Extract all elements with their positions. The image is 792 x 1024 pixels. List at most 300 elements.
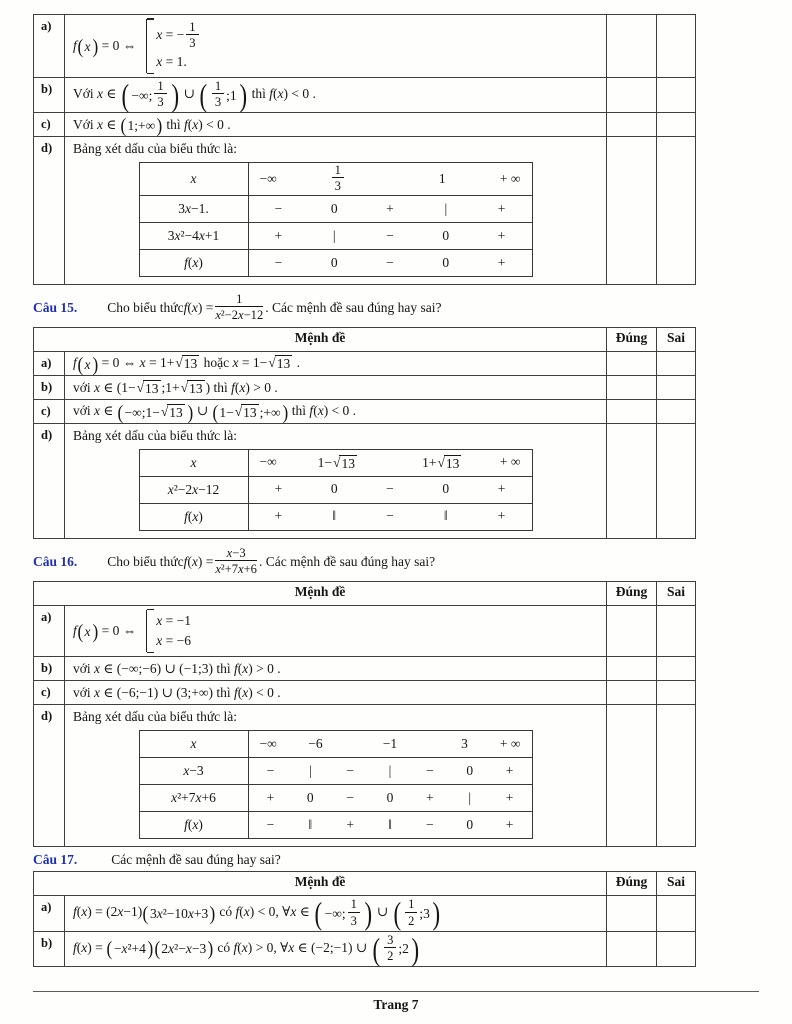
paren-group: ( −∞; $\frac{1}{3}$ ): [314, 896, 373, 932]
fraction: [215, 292, 263, 322]
cau14-row-d: [34, 136, 695, 284]
fraction: [405, 897, 417, 927]
sai-answer-cell: [657, 376, 695, 399]
math-var: x: [238, 308, 244, 323]
sign-cell: −: [346, 789, 354, 805]
sign-cell: +: [505, 789, 514, 805]
math-var: x: [94, 403, 101, 419]
statement-text: f(x) = ( − x ²+4 ) ( 2 x ²− x −3 ) có f(x) > 0, ∀x ∈ (−2;−1) ∪ ( $\frac{3}{2}$ ;2 ): [73, 931, 420, 967]
sign-cell: 0: [330, 254, 338, 270]
num: 1: [332, 163, 344, 178]
sign-cell: −: [386, 227, 394, 243]
row-letter: c): [34, 681, 65, 704]
statement-cell: [65, 896, 607, 930]
sign-cell: +: [497, 227, 506, 243]
fraction: [348, 897, 360, 927]
x-boundary: 3: [461, 735, 468, 751]
fraction: [212, 79, 224, 109]
math-var: f: [184, 509, 188, 525]
math-var: x: [190, 171, 197, 187]
row-letter: c): [34, 400, 65, 423]
fraction: [154, 79, 166, 109]
dung-answer-cell: [607, 113, 657, 136]
cau15-row-a: [34, 351, 695, 375]
rad: 13: [445, 455, 460, 471]
sign-row-values: [249, 223, 532, 249]
menhde-header: Mệnh đề: [34, 328, 607, 351]
statement-cell: [65, 15, 607, 77]
math-var: x: [242, 685, 249, 701]
dung-answer-cell: [607, 424, 657, 538]
dung-answer-cell: [607, 705, 657, 846]
math-var: x: [168, 940, 175, 956]
math-var: x: [226, 545, 233, 560]
fraction: [332, 163, 344, 193]
pcontent: 1− √ 13 ;+∞: [219, 404, 281, 421]
neg-infinity: −∞: [259, 735, 277, 751]
math-var: f: [234, 685, 238, 701]
statement-text: với x ∈ ( −∞;1− √ 13 ) ∪ ( 1− √ 13 ;+∞ ) thì f(x) < 0 .: [73, 401, 357, 424]
dung-answer-cell: [607, 15, 657, 77]
sqrt-sym: √: [180, 379, 189, 395]
question-label: Câu 15.: [33, 300, 78, 316]
math-var: x: [171, 790, 178, 806]
dung-header: Đúng: [607, 872, 657, 895]
math-var: x: [215, 308, 221, 323]
math-var: x: [156, 54, 163, 70]
sai-answer-cell: [657, 400, 695, 423]
sign-cell: −: [386, 254, 394, 270]
cau14-table: [33, 14, 696, 285]
sign-cell: 0: [442, 254, 450, 270]
statement-cell: [65, 137, 607, 284]
sqrt-sym: √: [175, 355, 183, 371]
pcontent: 3 x ²−10 x +3: [149, 905, 209, 921]
den: 2: [387, 948, 394, 963]
pcontent: $\frac{1}{3}$ ;1: [210, 80, 237, 110]
row-letter: d): [34, 424, 65, 538]
cau17-heading: [33, 851, 696, 869]
num: 3: [384, 933, 396, 948]
math-var: x: [156, 27, 163, 43]
sign-table-xrow: [140, 450, 532, 476]
question-intro: Cho biểu thức f ( x ) = $\frac{x-3}{\text{x²+7x+6}}$ . Các mệnh đề sau đúng hay sai?: [107, 545, 436, 576]
math-var: x: [215, 561, 221, 576]
math-var: x: [195, 790, 202, 806]
rad: 13: [183, 356, 198, 372]
sign-table-xlabel: [140, 450, 249, 476]
sign-cell: |: [468, 789, 472, 805]
sign-row-values: [249, 504, 532, 530]
sai-answer-cell: [657, 681, 695, 704]
dung-header: Đúng: [607, 582, 657, 605]
sqrt-sym: √: [234, 404, 243, 420]
math-var: x: [192, 482, 199, 498]
cau16-row-d: [34, 704, 695, 846]
math-var: x: [81, 939, 88, 955]
sign-cell: 0: [442, 481, 450, 497]
rad: 13: [169, 405, 183, 421]
statement-text: Với x ∈ ( 1;+∞ ) thì f(x) < 0 .: [73, 114, 231, 137]
statement-text: f ( x ) = 0 ⇔ x = 1+ √ 13 hoặc x = 1− √ 13 .: [73, 353, 300, 376]
cau17-row-a: [34, 895, 695, 930]
dung-answer-cell: [607, 657, 657, 680]
sign-cell: ‖: [443, 508, 448, 524]
sign-cell: −: [274, 254, 283, 270]
paren-group: ( $\frac{1}{3}$ ;1 ): [199, 78, 247, 114]
dung-answer-cell: [607, 606, 657, 656]
sign-table-xrow: [140, 163, 532, 195]
sqrt-sym: √: [333, 454, 341, 470]
pcontent: −∞;1− √ 13: [124, 404, 183, 421]
statement-text: f(x) = (2x−1) ( 3 x ²−10 x +3 ) có f(x) < 0, ∀x ∈ ( −∞; $\frac{1}{3}$ ) ∪ ( $\frac{1}{2}$ ;3 ): [73, 896, 441, 932]
sai-header: Sai: [666, 874, 685, 890]
sai-answer-cell: [657, 705, 695, 846]
math-var: x: [97, 86, 104, 102]
math-var: f: [183, 300, 188, 316]
math-var: x: [187, 905, 194, 921]
math-var: x: [84, 623, 91, 639]
cau17-table: [33, 871, 696, 966]
paren-group: ( x ): [77, 36, 98, 59]
question-label: Câu 17.: [33, 851, 78, 867]
math-var: f: [184, 255, 188, 271]
math-var: x: [191, 300, 198, 316]
sign-table-xvalues: [249, 731, 532, 757]
row-letter: b): [34, 657, 65, 680]
x-boundary: −1: [382, 735, 398, 751]
statement-text: với x ∈ (−∞;−6) ∪ (−1;3) thì f(x) > 0 .: [73, 661, 281, 677]
sign-table-intro: Bảng xét dấu của biểu thức là:: [73, 141, 238, 157]
sign-row-values: [249, 250, 532, 276]
cau16-row-b: [34, 656, 695, 680]
sign-cell: 0: [306, 789, 314, 805]
sign-cell: ‖: [332, 508, 337, 524]
sign-cell: +: [274, 508, 283, 524]
square-root: [137, 380, 161, 397]
sign-cell: 0: [386, 789, 394, 805]
case-line: x = 1.: [156, 54, 187, 70]
math-var: x: [97, 116, 104, 132]
row-letter: c): [34, 113, 65, 136]
statement-cell: [65, 681, 607, 704]
math-var: x: [242, 661, 249, 677]
sign-table: [139, 449, 533, 531]
neg-infinity: −∞: [259, 454, 277, 470]
sign-row-label: f ( x ): [140, 250, 249, 276]
math-var: f: [73, 939, 77, 955]
sign-cell: +: [497, 200, 506, 216]
paren-group: ( 1− √ 13 ;+∞ ): [212, 401, 288, 424]
cases-bracket: [146, 19, 204, 73]
den: 3: [214, 95, 222, 110]
document-body: [33, 14, 696, 967]
sai-answer-cell: [657, 606, 695, 656]
math-var: x: [190, 455, 197, 471]
math-var: x: [139, 355, 146, 371]
cau15-row-c: [34, 399, 695, 423]
dung-answer-cell: [607, 352, 657, 375]
paren-group: ( − x ²+4 ): [106, 938, 154, 961]
math-var: x: [192, 509, 199, 525]
sai-header: Sai: [666, 583, 685, 599]
math-var: x: [167, 482, 174, 498]
math-var: x: [185, 201, 191, 217]
cau14-row-c: [34, 112, 695, 136]
cau16-heading: [33, 547, 696, 577]
sai-answer-cell: [657, 15, 695, 77]
pcontent: −∞; $\frac{1}{3}$: [325, 898, 362, 928]
fraction: [186, 20, 198, 50]
math-var: f: [234, 661, 238, 677]
dung-answer-cell: [607, 681, 657, 704]
sign-table-row: [140, 811, 532, 838]
pos-infinity: + ∞: [499, 454, 521, 470]
den: x²−2x−12: [215, 308, 264, 323]
den: x²+7x+6: [215, 561, 257, 576]
sign-row-label: 3 x −1.: [140, 196, 249, 222]
table-header-row: [34, 872, 695, 895]
statement-cell: [65, 606, 607, 656]
math-var: x: [156, 633, 163, 649]
cases-bracket: [146, 610, 195, 652]
math-var: x: [190, 736, 197, 752]
sign-cell: |: [332, 227, 336, 243]
paren-group: ( 3 x ²−10 x +3 ): [142, 902, 216, 925]
sign-table-row: [140, 503, 532, 530]
sign-cell: +: [386, 200, 394, 216]
cau15-heading: [33, 293, 696, 323]
sai-answer-cell: [657, 78, 695, 112]
statement-cell: [65, 376, 607, 399]
rad: 13: [341, 455, 355, 471]
statement-cell: [65, 352, 607, 375]
sign-table-xlabel: [140, 163, 249, 195]
pcontent: [85, 623, 91, 641]
cases-lhs: f ( x ) = 0 ⇔: [73, 621, 137, 644]
neg-infinity: −∞: [259, 170, 277, 186]
sai-answer-cell: [657, 657, 695, 680]
pcontent: −∞; $\frac{1}{3}$: [131, 80, 168, 110]
dung-answer-cell: [607, 400, 657, 423]
math-var: x: [290, 904, 297, 920]
row-letter: b): [34, 376, 65, 399]
paren-group: ( 2 x ²− x −3 ): [154, 938, 214, 961]
statement-cell: [65, 705, 607, 846]
math-var: f: [233, 939, 238, 955]
statement-cell: [65, 400, 607, 423]
pcontent: $\frac{1}{2}$ ;3: [403, 898, 430, 928]
math-var: x: [191, 554, 198, 570]
cau16-row-a: [34, 605, 695, 656]
sign-table-intro: Bảng xét dấu của biểu thức là:: [73, 709, 238, 725]
sign-table-xvalues: [249, 450, 532, 476]
sign-table: [139, 162, 533, 277]
sign-cell: |: [444, 200, 448, 216]
paren-group: ( −∞; $\frac{1}{3}$ ): [121, 78, 179, 114]
math-var: x: [238, 561, 244, 576]
dung-answer-cell: [607, 932, 657, 966]
sign-cell: +: [505, 816, 514, 832]
sign-cell: +: [505, 762, 514, 778]
row-letter: a): [34, 15, 65, 77]
case-line: x = −6: [156, 633, 191, 649]
statement-text: với x ∈ (1− √ 13 ;1+ √ 13 ) thì f(x) > 0 .: [73, 379, 278, 396]
math-var: x: [84, 356, 91, 372]
sign-table-row: [140, 757, 532, 784]
row-letter: a): [34, 896, 65, 930]
den: 3: [334, 179, 341, 194]
sign-cell: −: [386, 481, 394, 497]
math-var: x: [156, 612, 163, 628]
dung-answer-cell: [607, 896, 657, 930]
fraction: [384, 933, 396, 963]
pcontent: $\frac{3}{2}$ ;2: [382, 934, 409, 964]
sign-table-row: [140, 195, 532, 222]
num: 1: [215, 292, 263, 307]
math-var: x: [198, 228, 205, 244]
dung-answer-cell: [607, 376, 657, 399]
sign-table-xrow: [140, 731, 532, 757]
den: 3: [350, 913, 357, 928]
sign-row-label: f ( x ): [140, 812, 249, 838]
sai-answer-cell: [657, 113, 695, 136]
sign-row-label: x ²−2 x −12: [140, 477, 249, 503]
paren-group: ( x ): [77, 353, 98, 376]
sign-row-label: x ²+7 x +6: [140, 785, 249, 811]
math-var: x: [94, 379, 101, 395]
sign-row-label: f ( x ): [140, 504, 249, 530]
cases-lhs: f ( x ) = 0 ⇔: [73, 36, 137, 59]
x-boundary: 1− √ 13: [317, 454, 355, 471]
num: 1: [405, 897, 417, 912]
sai-answer-cell: [657, 896, 695, 930]
math-var: x: [192, 255, 199, 271]
math-var: x: [156, 905, 163, 921]
sign-cell: +: [497, 481, 506, 497]
sqrt-sym: √: [160, 404, 169, 420]
row-letter: d): [34, 705, 65, 846]
sign-cell: 0: [442, 227, 450, 243]
question-intro: Các mệnh đề sau đúng hay sai?: [111, 851, 281, 867]
sign-cell: 0: [330, 200, 338, 216]
math-var: x: [232, 355, 239, 371]
math-var: x: [241, 939, 248, 955]
math-var: x: [239, 379, 246, 395]
sign-row-values: [249, 812, 532, 838]
menhde-header: Mệnh đề: [34, 582, 607, 605]
cau15-table: [33, 327, 696, 539]
sqrt-sym: √: [268, 355, 276, 371]
cau16-row-c: [34, 680, 695, 704]
statement-text: với x ∈ (−6;−1) ∪ (3;+∞) thì f(x) < 0 .: [73, 685, 281, 701]
cases-expression: [73, 608, 598, 654]
math-var: x: [192, 817, 199, 833]
den: 3: [157, 95, 164, 110]
sign-cell: −: [274, 200, 283, 216]
math-var: x: [81, 904, 88, 920]
pos-infinity: + ∞: [499, 735, 521, 751]
page-number: Trang 7: [373, 997, 419, 1013]
sign-cell: +: [497, 508, 506, 524]
page-footer: [33, 991, 759, 1014]
num: 1: [348, 897, 360, 912]
rad: 13: [243, 405, 257, 421]
pcontent: [85, 356, 91, 374]
sign-cell: +: [274, 481, 283, 497]
sign-row-values: [249, 477, 532, 503]
math-var: x: [317, 403, 324, 419]
pcontent: [85, 38, 91, 56]
statement-cell: [65, 78, 607, 112]
square-root: [181, 380, 205, 397]
math-var: f: [73, 904, 77, 920]
sign-cell: |: [388, 762, 392, 778]
sai-header: Sai: [666, 330, 685, 346]
fraction: [215, 546, 257, 576]
sign-row-values: [249, 758, 532, 784]
sign-table-intro: Bảng xét dấu của biểu thức là:: [73, 428, 238, 444]
sign-table-row: [140, 784, 532, 811]
math-var: f: [184, 817, 188, 833]
statement-cell: [65, 113, 607, 136]
sign-table-xlabel: [140, 731, 249, 757]
pcontent: 1;+∞: [127, 117, 156, 133]
math-var: f: [231, 379, 235, 395]
sign-table-row: [140, 249, 532, 276]
dung-answer-cell: [607, 78, 657, 112]
sqrt-sym: √: [437, 454, 445, 470]
math-var: x: [243, 904, 250, 920]
pcontent: 2 x ²− x −3: [161, 940, 207, 956]
math-var: f: [73, 37, 77, 53]
cases-expression: [73, 17, 598, 75]
den: 3: [189, 36, 196, 51]
sign-table-row: [140, 476, 532, 503]
sign-cell: 0: [466, 762, 474, 778]
row-letter: b): [34, 932, 65, 966]
cau14-row-b: [34, 77, 695, 112]
sign-cell: −: [346, 762, 354, 778]
statement-text: Với x ∈ ( −∞; $\frac{1}{3}$ ) ∪ ( $\frac{1}{3}$ ;1 ) thì f(x) < 0 .: [73, 78, 316, 114]
cau15-row-b: [34, 375, 695, 399]
paren-group: ( $\frac{3}{2}$ ;2 ): [372, 931, 420, 967]
sign-row-values: [249, 785, 532, 811]
sign-row-label: 3 x ²−4 x +1: [140, 223, 249, 249]
sai-answer-cell: [657, 137, 695, 284]
x-boundary: 1: [438, 170, 446, 186]
rad: 13: [276, 356, 291, 372]
math-var: x: [94, 661, 101, 677]
sign-cell: +: [274, 227, 283, 243]
sign-cell: +: [346, 816, 354, 832]
math-var: x: [277, 86, 284, 102]
math-var: x: [84, 38, 91, 54]
sai-answer-cell: [657, 424, 695, 538]
square-root: [437, 455, 461, 472]
math-var: f: [309, 403, 314, 419]
sign-row-values: [249, 196, 532, 222]
x-boundary: −6: [308, 735, 323, 751]
sign-cell: 0: [330, 481, 338, 497]
paren-group: ( $\frac{1}{2}$ ;3 ): [393, 896, 441, 932]
cau17-row-b: [34, 931, 695, 966]
num: x−3: [215, 546, 257, 561]
math-var: x: [121, 940, 128, 956]
paren-group: ( 1;+∞ ): [120, 114, 163, 137]
table-header-row: [34, 328, 695, 351]
row-letter: d): [34, 137, 65, 284]
